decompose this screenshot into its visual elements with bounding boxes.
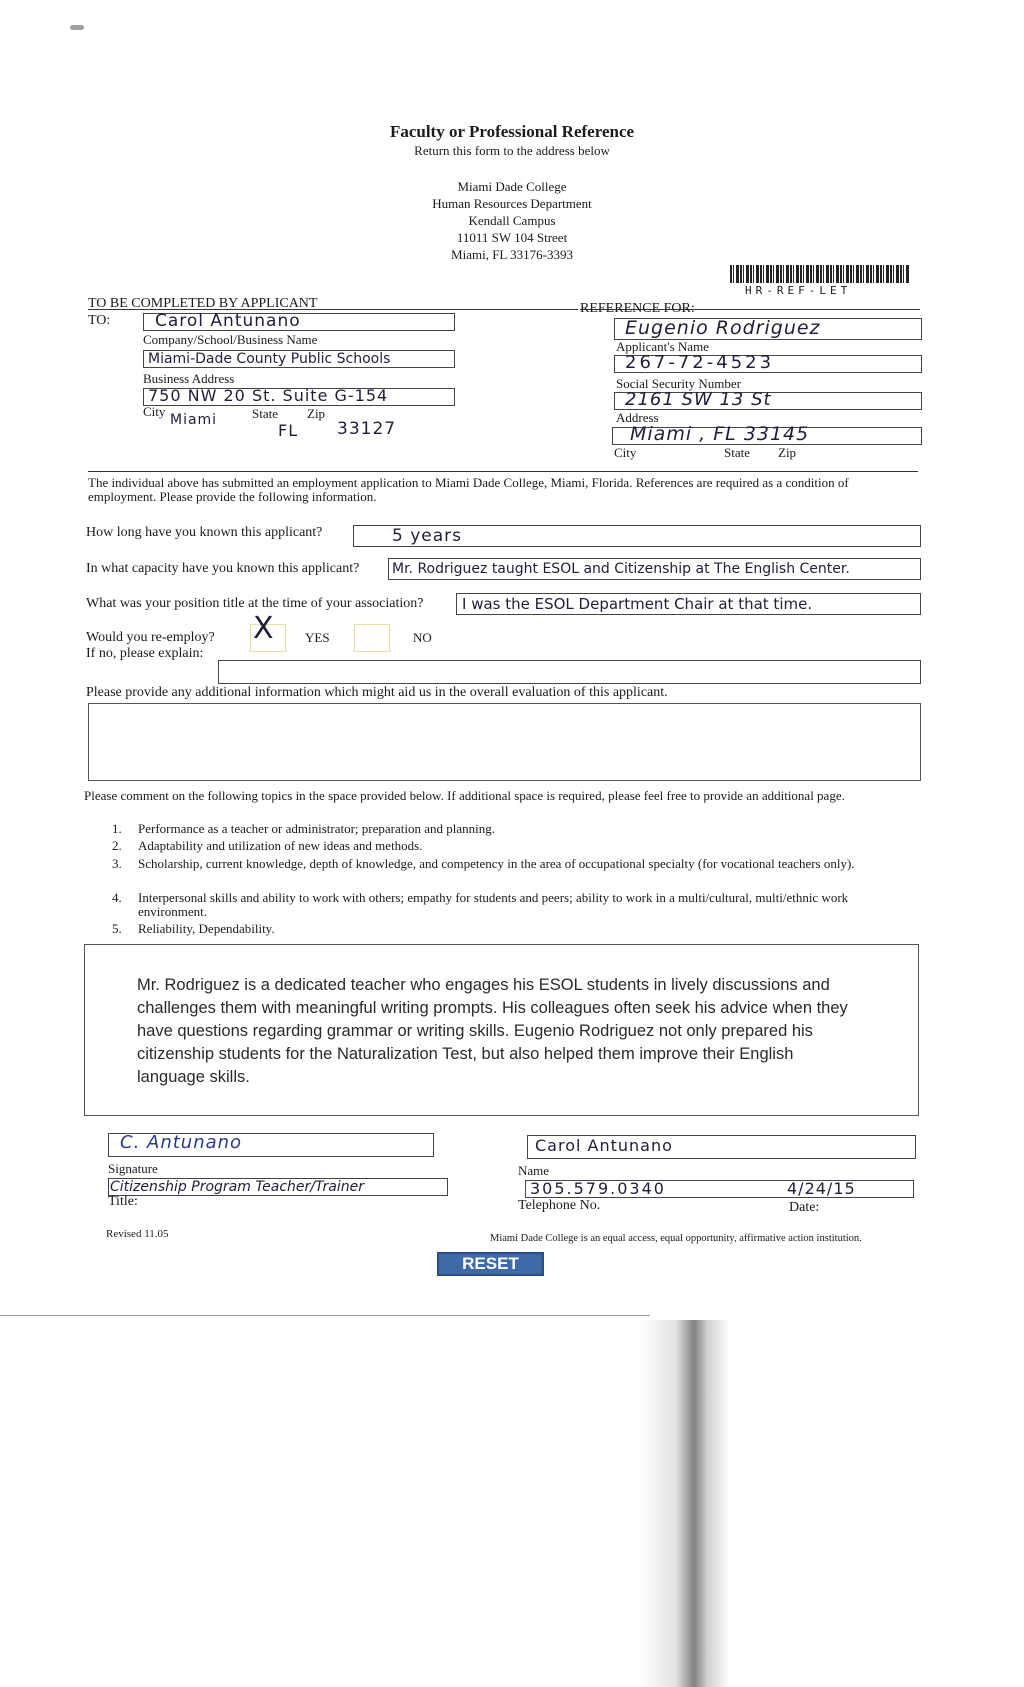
topic-item-3: Scholarship, current knowledge, depth of knowledge, and competency in the area of occupational specialty (for vocational teachers only). bbox=[138, 856, 855, 871]
topic-number-4: 4. bbox=[112, 890, 122, 905]
additional-label: Please provide any additional information which might aid us in the overall evaluation of this applicant. bbox=[86, 685, 668, 700]
q1-value: 5 years bbox=[392, 526, 463, 546]
ref-zip-label: Zip bbox=[778, 445, 797, 460]
heading-rule-left bbox=[88, 309, 578, 310]
company-value: Miami-Dade County Public Schools bbox=[148, 351, 391, 367]
ref-state-label: State bbox=[724, 445, 750, 460]
to-label: TO: bbox=[88, 313, 111, 328]
topic-item-5: Reliability, Dependability. bbox=[138, 921, 275, 936]
yes-check-mark: X bbox=[253, 611, 275, 646]
date-label: Date: bbox=[789, 1200, 820, 1215]
reemploy-label: Would you re-employ? bbox=[86, 630, 215, 645]
applicant-section-heading: TO BE COMPLETED BY APPLICANT bbox=[88, 296, 318, 311]
q2-label: In what capacity have you known this applicant? bbox=[86, 561, 360, 576]
applicant-name-label: Applicant's Name bbox=[616, 339, 709, 354]
ifno-field[interactable] bbox=[218, 660, 921, 684]
city-line-value: Miami , FL 33145 bbox=[630, 423, 810, 445]
q3-value: I was the ESOL Department Chair at that time. bbox=[462, 595, 813, 613]
title-label: Title: bbox=[108, 1194, 138, 1209]
topic-number-5: 5. bbox=[112, 921, 122, 936]
business-address-value: 750 NW 20 St. Suite G-154 bbox=[148, 386, 389, 405]
address-line-2: Human Resources Department bbox=[432, 196, 592, 211]
reset-button[interactable]: RESET bbox=[437, 1252, 544, 1276]
signature-label: Signature bbox=[108, 1161, 158, 1176]
address-line-1: Miami Dade College bbox=[457, 179, 567, 194]
form-title: Faculty or Professional Reference bbox=[389, 122, 635, 141]
address-value: 2161 SW 13 St bbox=[625, 389, 772, 410]
topics-intro: Please comment on the following topics in the space provided below. If additional space is required, please feel free to provide an additional page. bbox=[84, 788, 845, 803]
topic-number-3: 3. bbox=[112, 856, 122, 871]
signature-value: C. Antunano bbox=[120, 1132, 243, 1153]
title-value: Citizenship Program Teacher/Trainer bbox=[110, 1179, 364, 1195]
q1-label: How long have you known this applicant? bbox=[86, 525, 323, 540]
barcode-text: HR-REF-LET bbox=[745, 284, 852, 297]
section-divider bbox=[88, 471, 918, 472]
phone-label: Telephone No. bbox=[518, 1198, 601, 1213]
topic-item-4: Interpersonal skills and ability to work with others; empathy for students and peers; ability to work in a multi/cultural, multi/ethnic work environment. bbox=[138, 890, 849, 919]
state-label: State bbox=[252, 406, 278, 421]
ref-city-label: City bbox=[614, 445, 637, 460]
revised-text: Revised 11.05 bbox=[106, 1228, 169, 1240]
address-line-3: Kendall Campus bbox=[468, 213, 556, 228]
scan-page-edge bbox=[0, 1315, 650, 1316]
topic-item-2: Adaptability and utilization of new ideas and methods. bbox=[138, 838, 423, 853]
address-line-5: Miami, FL 33176-3393 bbox=[451, 247, 573, 262]
barcode bbox=[730, 265, 910, 283]
no-label: NO bbox=[413, 630, 432, 645]
reference-for-label: REFERENCE FOR: bbox=[580, 301, 695, 316]
ssn-value: 267-72-4523 bbox=[625, 352, 775, 373]
business-address-label: Business Address bbox=[143, 371, 235, 386]
city-value: Miami bbox=[170, 412, 218, 428]
topic-item-1: Performance as a teacher or administrator; preparation and planning. bbox=[138, 821, 495, 836]
name-label: Name bbox=[518, 1163, 550, 1178]
ssn-label: Social Security Number bbox=[616, 376, 741, 391]
additional-info-box[interactable] bbox=[88, 703, 921, 781]
q2-value: Mr. Rodriguez taught ESOL and Citizenship at The English Center. bbox=[392, 561, 850, 577]
no-checkbox[interactable] bbox=[354, 624, 390, 652]
date-value: 4/24/15 bbox=[787, 1179, 856, 1198]
q3-label: What was your position title at the time of your association? bbox=[86, 596, 424, 611]
phone-value: 305.579.0340 bbox=[530, 1179, 666, 1198]
ifno-label: If no, please explain: bbox=[86, 646, 204, 661]
topic-number-1: 1. bbox=[112, 821, 122, 836]
zip-label: Zip bbox=[307, 406, 326, 421]
name-value: Carol Antunano bbox=[535, 1136, 673, 1155]
address-label: Address bbox=[616, 410, 659, 425]
form-subtitle: Return this form to the address below bbox=[414, 143, 610, 158]
yes-label: YES bbox=[305, 630, 330, 645]
intro-text: The individual above has submitted an employment application to Miami Dade College, Miami, Florida. References are required as a condition of employment. Please provide the following information. bbox=[88, 475, 849, 504]
address-line-4: 11011 SW 104 Street bbox=[456, 230, 568, 245]
comment-text: Mr. Rodriguez is a dedicated teacher who engages his ESOL students in lively discussions and challenges them with meaningful writing prompts. His colleagues often seek his advice when they have questions regarding grammar or writing skills. Eugenio Rodriguez not only prepared his citizenship students for the Naturalization Test, but also helped them improve their English language skills. bbox=[137, 976, 848, 1086]
applicant-name-value: Eugenio Rodriguez bbox=[625, 317, 821, 339]
city-label: City bbox=[143, 404, 166, 419]
to-value: Carol Antunano bbox=[155, 311, 301, 331]
scan-speck bbox=[70, 25, 84, 30]
company-label: Company/School/Business Name bbox=[143, 332, 318, 347]
zip-value: 33127 bbox=[337, 419, 397, 439]
topic-number-2: 2. bbox=[112, 838, 122, 853]
scan-shadow bbox=[640, 1320, 730, 1687]
eeo-statement: Miami Dade College is an equal access, equal opportunity, affirmative action institution. bbox=[490, 1233, 862, 1244]
state-value: FL bbox=[278, 421, 299, 440]
